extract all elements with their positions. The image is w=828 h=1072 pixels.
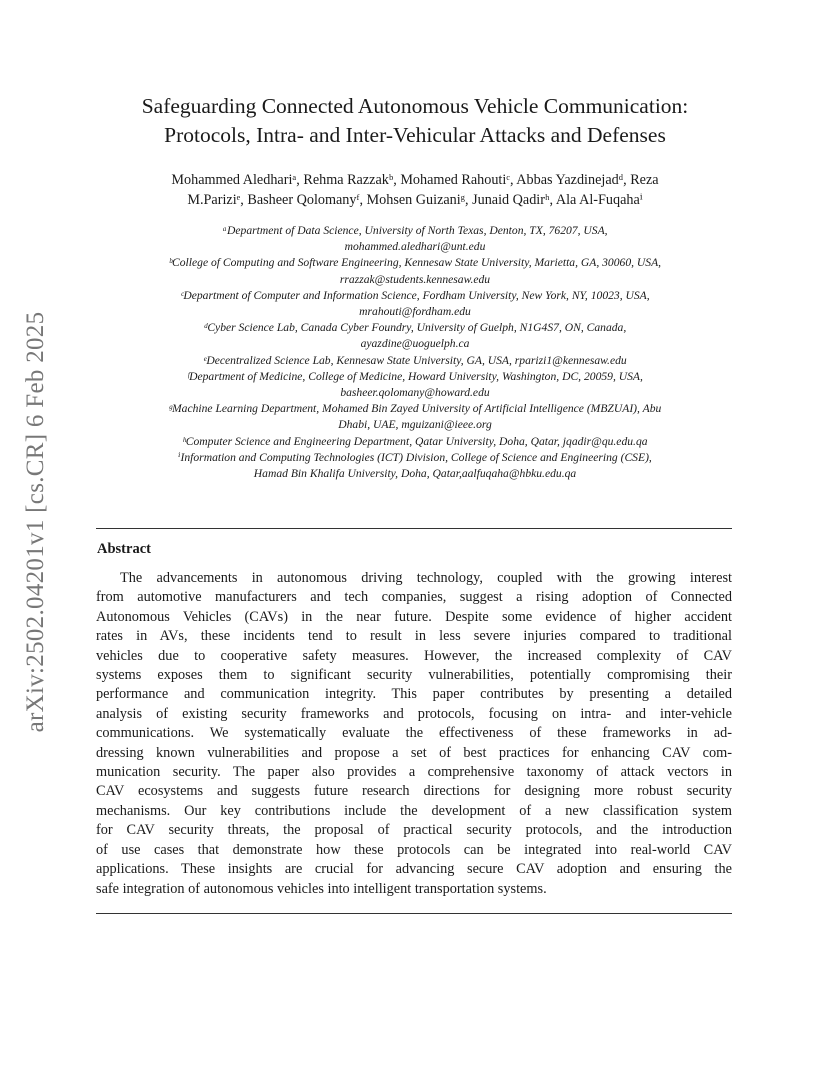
abstract-line: vehicles due to cooperative safety measures. However, the increased complexity of CAV	[96, 647, 732, 664]
title-line: Safeguarding Connected Autonomous Vehicle Communication:	[141, 94, 689, 118]
abstract-line: safe integration of autonomous vehicles into intelligent transportation systems.	[96, 880, 547, 897]
affiliation-line: Dhabi, UAE, mguizani@ieee.org	[338, 418, 492, 432]
abstract-top-rule	[96, 528, 732, 529]
abstract-line: systems exposes them to significant security vulnerabilities, potentially compromising their	[96, 667, 732, 684]
abstract-bottom-rule	[96, 913, 732, 914]
abstract-line: communications. We systematically evaluate the effectiveness of these frameworks in ad-	[96, 725, 732, 742]
affiliation-line: ᵃDepartment of Data Science, University of North Texas, Denton, TX, 76207, USA,	[222, 224, 608, 237]
abstract-line: CAV ecosystems and suggests future research directions for designing more robust security	[96, 783, 732, 800]
author-line: Mohammed Aledhariᵃ, Rehma Razzakᵇ, Mohamed Rahoutiᶜ, Abbas Yazdinejadᵈ, Reza	[171, 172, 659, 188]
affiliation-line: mrahouti@fordham.edu	[359, 305, 471, 319]
abstract-body	[96, 569, 732, 899]
affiliation-line: ᵍMachine Learning Department, Mohamed Bin Zayed University of Artificial Intelligence (MBZUAI), Abu	[168, 402, 662, 416]
author-list	[98, 170, 732, 210]
abstract-line: Autonomous Vehicles (CAVs) in the near future. Despite some evidence of higher accident	[96, 608, 732, 625]
affiliation-line: ᵇCollege of Computing and Software Engineering, Kennesaw State University, Marietta, GA, 30060, USA,	[168, 256, 662, 270]
abstract-line: rates in AVs, these incidents tend to result in less severe injuries compared to traditional	[96, 628, 732, 645]
affiliation-list	[96, 223, 734, 482]
affiliation-line: ᶜDepartment of Computer and Information Science, Fordham University, New York, NY, 10023, USA,	[180, 288, 650, 302]
abstract-line: munication security. The paper also provides a comprehensive taxonomy of attack vectors in	[96, 764, 732, 781]
affiliation-line: mohammed.aledhari@unt.edu	[344, 240, 486, 254]
title-line: Protocols, Intra- and Inter-Vehicular Attacks and Defenses	[164, 123, 666, 147]
abstract-line: for CAV security threats, the proposal of practical security protocols, and the introduction	[96, 822, 732, 839]
author-line: M.Pariziᵉ, Basheer Qolomanyᶠ, Mohsen Guizaniᵍ, Junaid Qadirʰ, Ala Al-Fuqahaⁱ	[187, 192, 643, 208]
abstract-line: of use cases that demonstrate how these protocols can be integrated into real-world CAV	[96, 841, 732, 858]
affiliation-line: ⁱInformation and Computing Technologies (ICT) Division, College of Science and Engineering (CSE),	[178, 450, 652, 464]
abstract-line: dressing known vulnerabilities and propose a set of best practices for enhancing CAV com-	[96, 744, 732, 761]
abstract-line: The advancements in autonomous driving technology, coupled with the growing interest	[120, 570, 732, 586]
affiliation-line: Hamad Bin Khalifa University, Doha, Qatar,aalfuqaha@hbku.edu.qa	[253, 467, 577, 481]
affiliation-line: ᵈCyber Science Lab, Canada Cyber Foundry, University of Guelph, N1G4S7, ON, Canada,	[203, 321, 627, 335]
affiliation-line: basheer.qolomany@howard.edu	[340, 386, 490, 400]
affiliation-line: ʰComputer Science and Engineering Department, Qatar University, Doha, Qatar, jqadir@qu.edu.qa	[182, 434, 648, 448]
abstract-line: from automotive manufacturers and tech companies, suggest a rising adoption of Connected	[96, 589, 732, 606]
abstract-line: performance and communication integrity. This paper contributes by presenting a detailed	[96, 686, 732, 703]
abstract-line: mechanisms. Our key contributions include the development of a new classification system	[96, 802, 732, 819]
abstract-line: applications. These insights are crucial for advancing secure CAV adoption and ensuring the	[96, 861, 732, 878]
affiliation-line: ᵉDecentralized Science Lab, Kennesaw State University, GA, USA, rparizi1@kennesaw.edu	[203, 353, 627, 367]
abstract-line: analysis of existing security frameworks and protocols, focusing on intra- and inter-vehicle	[96, 705, 732, 722]
arxiv-identifier: arXiv:2502.04201v1 [cs.CR] 6 Feb 2025	[22, 311, 49, 733]
affiliation-line: ayazdine@uoguelph.ca	[360, 337, 470, 351]
affiliation-line: rrazzak@students.kennesaw.edu	[339, 272, 491, 286]
abstract-heading: Abstract	[97, 541, 151, 557]
affiliation-line: ᶠDepartment of Medicine, College of Medicine, Howard University, Washington, DC, 20059, USA,	[187, 369, 643, 383]
paper-title	[98, 92, 732, 150]
